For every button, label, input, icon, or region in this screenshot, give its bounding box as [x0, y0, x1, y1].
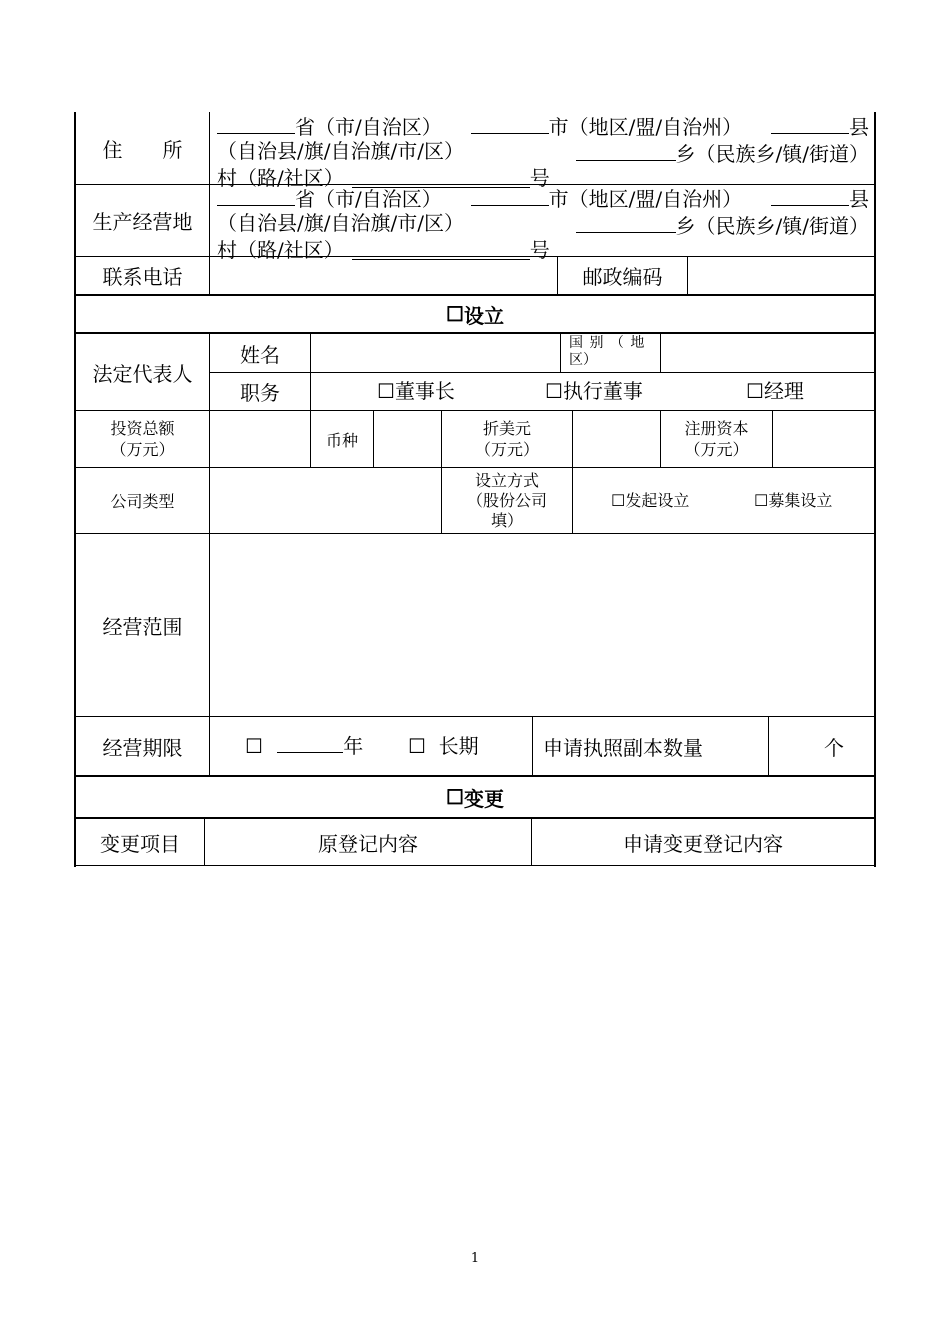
checkbox-icon[interactable]: ☐: [746, 379, 764, 403]
business-scope-field[interactable]: [210, 534, 874, 716]
new-content-label: 申请变更登记内容: [623, 831, 783, 856]
checkbox-icon[interactable]: ☐: [408, 734, 426, 758]
currency-label: 币种: [325, 430, 358, 450]
production-site-fields: 省（市/自治区） 市（地区/盟/自治州） 县 （自治县/旗/自治旗/市/区） 乡（民族乡/镇/街道） 村（路/社区） 号: [217, 184, 869, 262]
original-content-label: 原登记内容: [318, 831, 418, 856]
establish-header: ☐ 设立: [446, 302, 504, 328]
usd-label: 折美元 （万元）: [474, 419, 539, 459]
name-label: 姓名: [240, 342, 280, 367]
checkbox-icon[interactable]: ☐: [611, 491, 626, 510]
position-label: 职务: [240, 381, 280, 405]
checkbox-icon[interactable]: ☐: [377, 379, 395, 403]
license-copies-label: 申请执照副本数量: [543, 735, 703, 760]
business-scope-label: 经营范围: [102, 614, 183, 639]
usd-field[interactable]: [573, 411, 660, 467]
position-option-chairman[interactable]: ☐董事长: [377, 379, 455, 403]
change-item-label: 变更项目: [100, 831, 180, 856]
production-site-label: 生产经营地: [92, 209, 193, 234]
address-fields: 省（市/自治区） 市（地区/盟/自治州） 县 （自治县/旗/自治旗/市/区） 乡（民族乡/镇/街道） 村（路/社区） 号: [217, 112, 869, 190]
registered-capital-field[interactable]: [773, 411, 874, 467]
postcode-field[interactable]: [688, 257, 874, 294]
province-blank[interactable]: [217, 184, 295, 206]
township-blank[interactable]: [576, 211, 676, 233]
investment-label: 投资总额 （万元）: [110, 419, 175, 459]
address-label: 住 所: [102, 137, 183, 162]
company-type-field[interactable]: [210, 468, 441, 533]
company-type-label: 公司类型: [110, 492, 175, 511]
license-copies-field[interactable]: 个: [824, 735, 844, 760]
business-term-label: 经营期限: [102, 735, 183, 760]
province-blank[interactable]: [217, 112, 295, 134]
township-blank[interactable]: [576, 139, 676, 161]
checkbox-icon[interactable]: ☐: [754, 491, 769, 510]
legal-rep-label: 法定代表人: [92, 361, 193, 386]
checkbox-icon[interactable]: ☐: [245, 734, 263, 758]
nationality-field[interactable]: [661, 334, 874, 372]
nationality-label: 国 别 （ 地 区）: [569, 335, 646, 368]
postcode-label: 邮政编码: [582, 265, 663, 289]
term-years-option[interactable]: ☐ 年: [245, 717, 363, 775]
phone-label: 联系电话: [102, 265, 183, 289]
page-number: 1: [470, 1250, 480, 1266]
method-option-subscription[interactable]: ☐募集设立: [754, 491, 833, 510]
position-option-executive-director[interactable]: ☐执行董事: [545, 379, 643, 403]
registered-capital-label: 注册资本 （万元）: [684, 419, 749, 459]
establish-checkbox-icon[interactable]: ☐: [446, 302, 464, 326]
city-blank[interactable]: [471, 112, 549, 134]
city-blank[interactable]: [471, 184, 549, 206]
method-option-promotion[interactable]: ☐发起设立: [611, 491, 690, 510]
county-blank[interactable]: [771, 112, 849, 134]
change-header: ☐ 变更: [446, 785, 504, 811]
name-field[interactable]: [311, 334, 560, 372]
investment-field[interactable]: [210, 411, 310, 467]
currency-field[interactable]: [374, 411, 441, 467]
change-checkbox-icon[interactable]: ☐: [446, 785, 464, 809]
phone-field[interactable]: [210, 257, 557, 294]
county-blank[interactable]: [771, 184, 849, 206]
position-option-manager[interactable]: ☐经理: [746, 379, 804, 403]
establish-method-label: 设立方式 （股份公司 填）: [466, 470, 547, 530]
term-long-option[interactable]: ☐ 长期: [408, 734, 479, 758]
checkbox-icon[interactable]: ☐: [545, 379, 563, 403]
term-years-blank[interactable]: [277, 730, 343, 753]
